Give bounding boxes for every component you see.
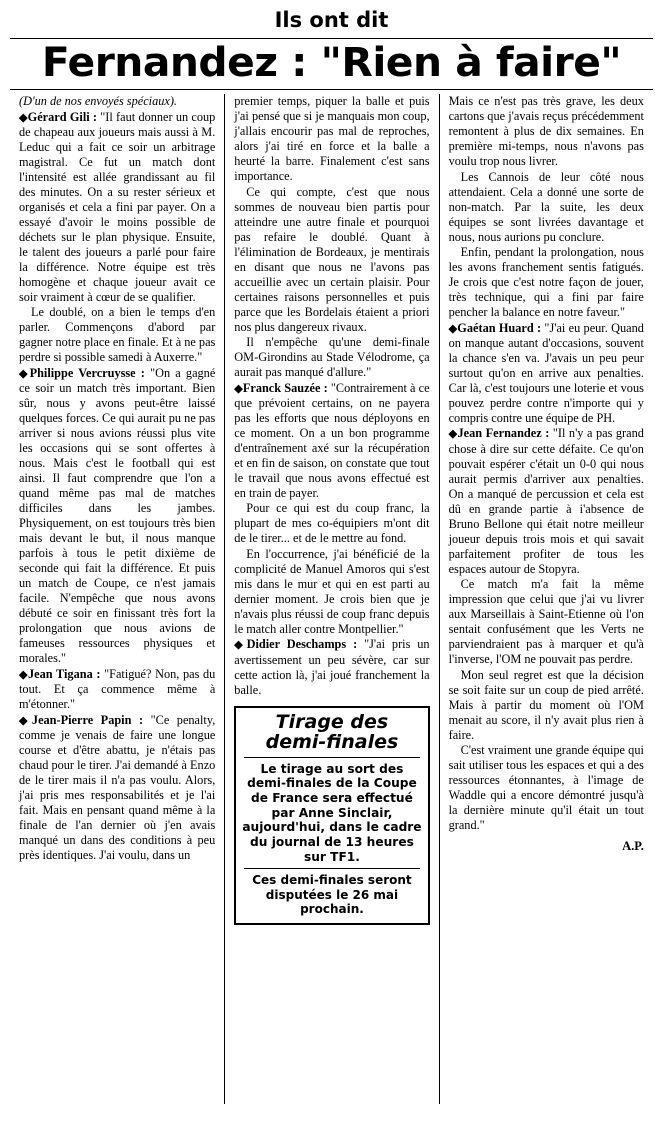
bullet-icon: ◆ <box>234 382 243 395</box>
paragraph: Le doublé, on a bien le temps d'en parler. Commençons d'abord par gagner notre place en finale. Et à ne pas perdre si possible samedi à Auxerre." <box>19 305 216 365</box>
speaker-name: Didier Deschamps : <box>246 637 358 652</box>
box-body-1: Le tirage au sort des demi-finales de la Coupe de France sera effectué par Anne Sinclair, aujourd'hui, dans le cadre du journal de 13 heures sur TF1. <box>242 761 422 864</box>
box-divider-top <box>244 757 419 758</box>
article-columns <box>10 94 653 1104</box>
paragraph: Il n'empêche qu'une demi-finale OM-Girondins au Stade Vélodrome, ça aurait pas manqué d'allure." <box>234 335 430 379</box>
bullet-icon: ◆ <box>19 668 29 681</box>
speaker-name: Franck Sauzée : <box>242 380 328 395</box>
paragraph: Ce qui compte, c'est que nous sommes de nouveau bien partis pour atteindre une autre finale et pourquoi pas refaire le doublé. Quant à l'élimination de Bordeaux, je mentirais en disant que nous ne l'avons pas accueillie avec un certain plaisir. Pour certaines raisons personnelles et puis parce que les Bordelais étaient a priori nos plus dangereux rivaux. <box>234 184 430 334</box>
paragraph: premier temps, piquer la balle et puis j'ai pensé que si je manquais mon coup, j'allais encourir pas mal de reproches, alors j'ai tiré en force et la balle a heurté la barre. Finalement c'est sans importance. <box>234 94 430 183</box>
kicker: Ils ont dit <box>274 8 389 32</box>
headline-divider <box>10 89 653 90</box>
paragraph-speaker <box>449 426 644 576</box>
paragraph-text: "Contrairement à ce que prévoient certains, on ne payera pas les efforts que nous déployons en ce moment. On a un bon programme d'entraînement axé sur la récupération et en fin de saison, on constate que tout le travail que nous avons effectué est en train de payer. <box>234 380 430 500</box>
speaker-name: Jean-Pierre Papin : <box>31 712 144 727</box>
paragraph-text: "Il faut donner un coup de chapeau aux joueurs mais aussi à M. Leduc qui a fait ce soir un arbitrage magistral. Ce fut un match dont l'intensité est allée grandissant au fil des minutes. On a su rester sérieux et organisés et cela a fini par payer. On a essayé d'avoir le moins possible de déchets sur le plan physique. Ensuite, le talent des joueurs a parlé pour faire la différence. Notre équipe est très homogène et chaque joueur avait ce soir vraiment à cœur de se qualifier. <box>19 109 216 304</box>
box-body-2: Ces demi-finales seront disputées le 26 mai prochain. <box>252 873 412 916</box>
paragraph-speaker <box>234 381 429 501</box>
signature: A.P. <box>622 839 644 854</box>
paragraph-text: "Ce penalty, comme je venais de faire une longue course et d'être abattu, je n'étais pas chaud pour le tirer. J'ai demandé à Enzo de le tirer mais il n'a pas voulu. Alors, j'ai pris mes responsabilités et je l'ai fait. Mais en pensant quand même à la finale de l'an dernier où j'en avais manqué un dans des conditions à peu près identiques. J'ai voulu, dans un <box>19 712 216 863</box>
paragraph-speaker <box>234 637 429 697</box>
paragraph: C'est vraiment une grande équipe qui sait utiliser tous les espaces et qui a des ressources étonnantes, à l'image de Waddle qui a encore démontré jusqu'à la dernière minute qu'il était un tout grand." <box>448 743 644 833</box>
paragraph-text: "J'ai eu peur. Quand on manque autant d'occasions, souvent la chance s'en va. J'avais un peu peur surtout qu'on en arrive aux penalties. Car là, c'est toujours une loterie et vous pouvez perdre contre n'importe qui y compris contre une équipe de PH. <box>448 320 644 425</box>
paragraph-text: "J'ai pris un avertissement un peu sévère, car sur cette action là, j'ai joué franchement la balle. <box>234 637 430 697</box>
paragraph: Ce match m'a fait la même impression que celui que j'ai vu livrer aux Marseillais à Saint-Etienne où l'on sentait confusément que les Verts ne parviendraient pas à marquer et qu'à l'inverse, l'OM ne pouvait pas perdre. <box>448 577 644 667</box>
paragraph-speaker <box>449 321 644 426</box>
paragraph: Mais ce n'est pas très grave, les deux cartons que j'avais reçus précédemment remontent à plus de dix semaines. En première mi-temps, nous n'avons pas voulu trop nous livrer. <box>448 94 644 168</box>
paragraph: Enfin, pendant la prolongation, nous les avons franchement sentis fatigués. Je crois que c'est notre façon de jouer, très technique, qui a fini par faire pencher la balance en notre faveur." <box>448 245 644 319</box>
paragraph: Les Cannois de leur côté nous attendaient. Cela a donné une sorte de non-match. Par la suite, les deux équipes se sont livrées davantage et nous, nous aurions pu conclure. <box>448 169 644 244</box>
bullet-icon: ◆ <box>19 367 30 380</box>
byline: (D'un de nos envoyés spéciaux). <box>19 94 177 108</box>
paragraph-text: "Il n'y a pas grand chose à dire sur cette défaite. Ce qu'on pouvait espérer c'était un 0-0 qui nous aurait permis d'arriver aux penalties. On a manqué de percussion et cela est dû en grande partie à i'absence de Bruno Bellone qui était notre meilleur joueur depuis trois mois et qui savait parfaitement profiter de tous les espaces autour de Stopyra. <box>448 426 644 576</box>
speaker-name: Jean Fernandez : <box>457 426 550 441</box>
paragraph-speaker <box>19 366 215 666</box>
speaker-name: Gaétan Huard : <box>457 320 542 335</box>
column-2 <box>224 94 438 1104</box>
box-title: Tirage des demi-finales <box>265 710 399 753</box>
paragraph: Mon seul regret est que la décision se soit faite sur un coup de pied arrêté. Mais à partir du moment où l'OM menait au score, il n'y avait plus rien à faire. <box>448 667 644 742</box>
box-divider-bottom <box>244 868 419 869</box>
speaker-name: Jean Tigana : <box>28 666 101 681</box>
bullet-icon: ◆ <box>19 111 28 124</box>
paragraph-speaker <box>19 667 215 712</box>
paragraph-speaker <box>19 713 215 863</box>
bullet-icon: ◆ <box>448 322 458 335</box>
paragraph-text: "Fatigué? Non, pas du tout. Et ça commence même à m'étonner." <box>19 666 216 712</box>
top-divider <box>10 38 653 39</box>
column-3 <box>439 94 653 1104</box>
sidebar-box-tirage <box>234 706 429 926</box>
speaker-name: Philippe Vercruysse : <box>29 365 145 380</box>
paragraph-speaker <box>19 110 215 305</box>
bullet-icon: ◆ <box>234 639 247 652</box>
column-1 <box>10 94 224 1104</box>
bullet-icon: ◆ <box>448 428 458 441</box>
paragraph: Pour ce qui est du coup franc, la plupart de mes co-équipiers m'ont dit de le tirer... et de le mettre au fond. <box>234 501 430 546</box>
headline: Fernandez : "Rien à faire" <box>41 40 622 86</box>
paragraph-text: "On a gagné ce soir un match très important. Bien sûr, nous y avons peut-être laissé quelques forces. Ce qui aurait pu ne pas arriver si nous avions réussi plus vite les occasions qui se sont offertes à nous. Mais c'est le football qui est ainsi. Il faut comprendre que l'on a quand même pas mal de matches difficiles dans les jambes. Physiquement, on est toujours très bien mais devant le but, il nous manque parfois à tous le petit dixième de seconde qui fait la différence. Et puis un match de Coupe, ce n'est jamais facile. N'empêche que nous avons débuté ce soir en finissant très fort la prolongation que nous avions de fameuses ressources physiques et morales." <box>19 365 216 666</box>
speaker-name: Gérard Gili : <box>27 109 98 124</box>
bullet-icon: ◆ <box>19 714 32 727</box>
paragraph: En l'occurrence, j'ai bénéficié de la complicité de Manuel Amoros qui s'est mis dans le mur et qui en est parti au dernier moment. Je crois bien que je n'avais plus réussi de coup franc depuis le match aller contre Montpellier." <box>234 546 430 636</box>
